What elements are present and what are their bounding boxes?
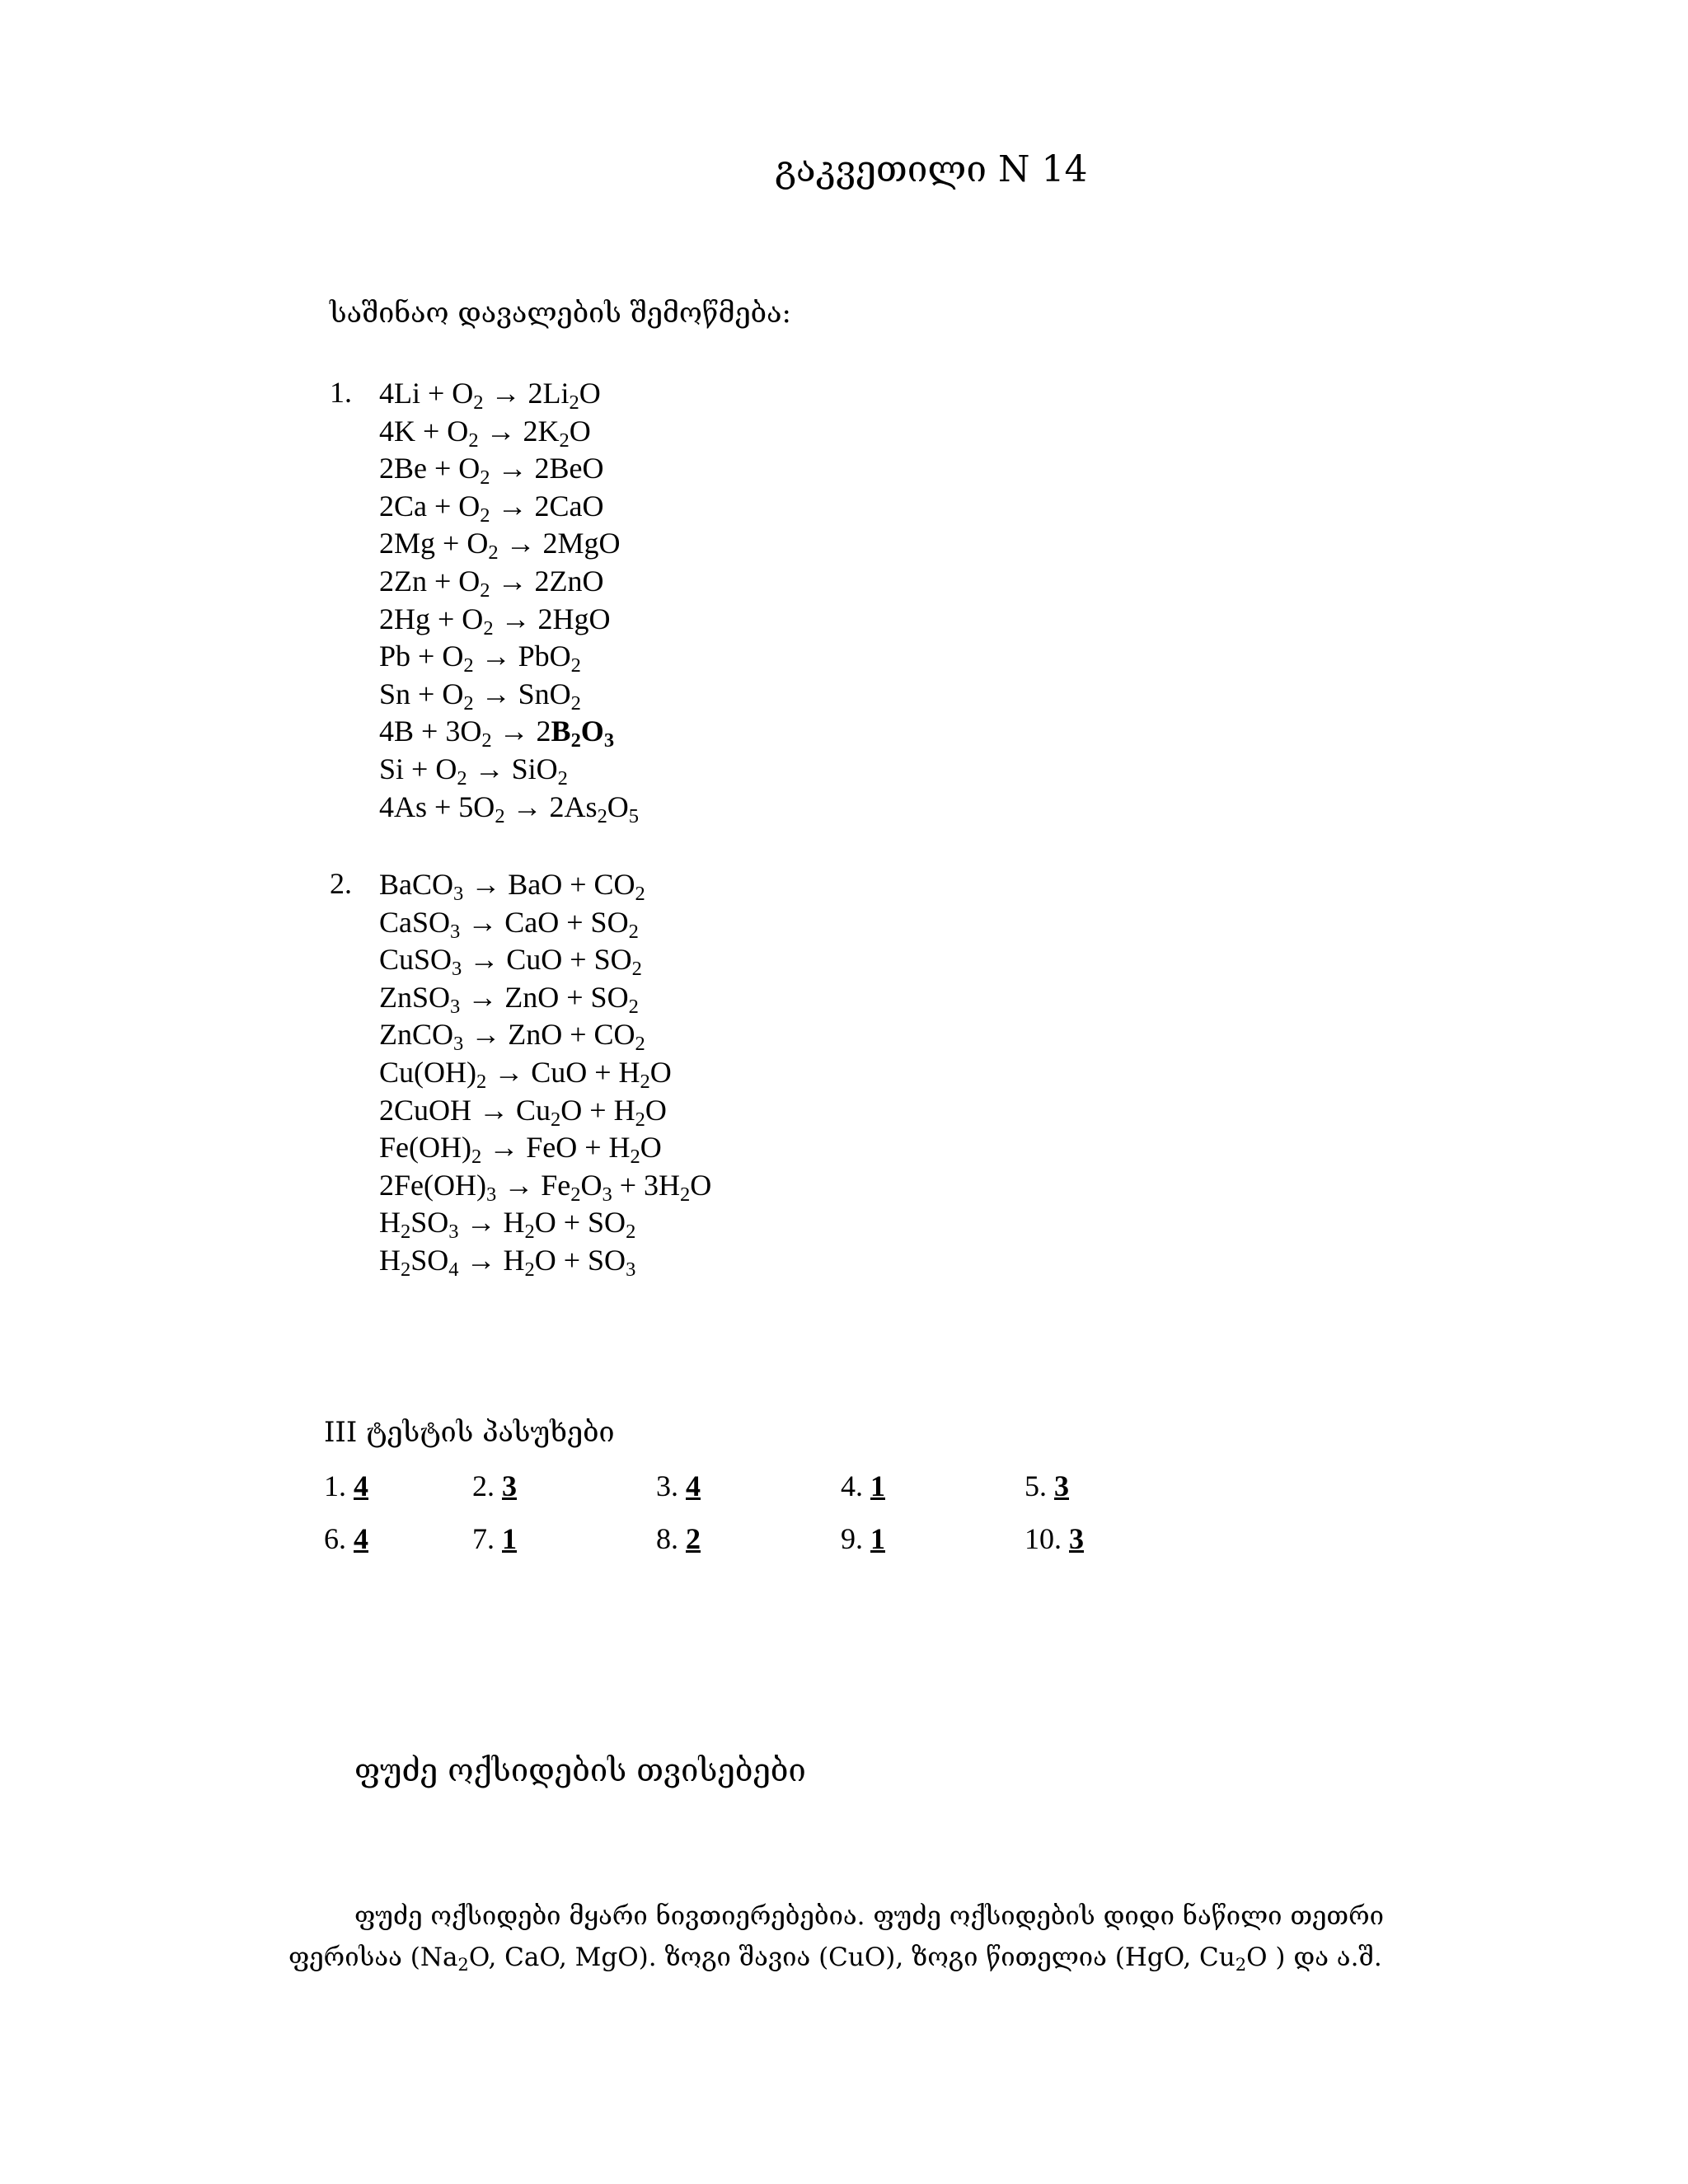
list-number: 2. <box>330 867 352 900</box>
answer-item <box>1025 1469 1069 1503</box>
equation-line: CuSO$_3$ → CuO + $SO_2$ <box>379 943 642 981</box>
equation-line: $4Li + O_2 \to 2Li_2O$ <box>379 377 601 414</box>
answer-item <box>841 1521 885 1556</box>
equation-line: $Cu(OH)_2$ → CuO + $H_2O$ <box>379 1055 672 1093</box>
answer-item <box>324 1469 368 1503</box>
answer-value: 2 <box>686 1522 701 1555</box>
paragraph-text: O, CaO, MgO). ზოგი შავია (CuO), ზოგი წითელია (HgO, Cu <box>468 1943 1236 1972</box>
answer-item <box>656 1469 701 1503</box>
answer-number: 8. <box>656 1522 678 1555</box>
equation-line: $4B + 3O_2 \to 2B_2O_3$ <box>379 715 615 752</box>
answer-number: 2. <box>472 1469 495 1502</box>
equation-line: $2Be + O_2 \to 2BeO$ <box>379 452 604 490</box>
answer-value: 4 <box>354 1522 368 1555</box>
list-number: 1. <box>330 376 352 409</box>
test-answers-grid <box>324 1469 1148 1574</box>
answer-value: 1 <box>870 1522 885 1555</box>
answer-value: 4 <box>686 1469 701 1502</box>
equation-line: ZnSO$_3$ → ZnO + $SO_2$ <box>379 980 639 1018</box>
equation-line: $Si + O_2 \to SiO_2$ <box>379 752 568 790</box>
answer-item <box>1025 1521 1084 1556</box>
equation-line: $H_2SO_4 \to H_2O + SO_3$ <box>379 1243 636 1281</box>
answer-number: 10. <box>1025 1522 1062 1555</box>
equation-line: $2Hg + O_2 \to 2HgO$ <box>379 602 611 640</box>
subscript: 2 <box>457 1953 469 1975</box>
answers-row <box>324 1469 1148 1521</box>
paragraph-text: ფუძე ოქსიდები მყარი ნივთიერებებია. ფუძე ოქსიდების დიდი ნაწილი თეთრი ფერისაა (Na <box>288 1901 1384 1972</box>
equation-line: $2Mg + O_2 \to 2MgO$ <box>379 527 621 565</box>
answer-number: 3. <box>656 1469 678 1502</box>
answer-value: 3 <box>1069 1522 1084 1555</box>
equation-list-2 <box>330 866 711 1280</box>
equation-line: ZnCO$_3$ → ZnO + $CO_2$ <box>379 1018 645 1056</box>
answer-value: 3 <box>1054 1469 1069 1502</box>
equation-line: $Pb + O_2 \to PbO_2$ <box>379 640 581 677</box>
equation-line: CaSO$_3$ → CaO + $SO_2$ <box>379 905 639 943</box>
equation-line: $2Zn + O_2 \to 2ZnO$ <box>379 564 604 602</box>
answer-number: 4. <box>841 1469 863 1502</box>
equation-line: $4As + 5O_2 \to 2As_2O_5$ <box>379 790 640 827</box>
answer-item <box>656 1521 701 1556</box>
answer-item <box>472 1521 517 1556</box>
answer-value: 3 <box>502 1469 517 1502</box>
equation-list-1 <box>330 375 639 826</box>
answer-item <box>324 1521 368 1556</box>
answer-number: 1. <box>324 1469 346 1502</box>
test-answers-heading: III ტესტის პასუხები <box>324 1416 615 1449</box>
equation-line: $H_2SO_3 \to H_2O + SO_2$ <box>379 1206 636 1244</box>
homework-heading: საშინაო დავალების შემოწმება: <box>330 297 791 330</box>
body-paragraph <box>288 1896 1500 1978</box>
equation-line: $Fe(OH)_2$ → FeO + $H_2O$ <box>379 1131 662 1168</box>
answer-value: 4 <box>354 1469 368 1502</box>
equation-line: $2Fe(OH)_3 \to Fe_2O_3 + 3H_2O$ <box>379 1168 712 1206</box>
answer-number: 7. <box>472 1522 495 1555</box>
answer-number: 9. <box>841 1522 863 1555</box>
equation-line: $Sn + O_2 \to SnO_2$ <box>379 677 581 715</box>
page-title: გაკვეთილი N 14 <box>775 148 1088 190</box>
equation-line: 2CuOH → $Cu_2O + H_2O$ <box>379 1093 667 1131</box>
answer-item <box>841 1469 885 1503</box>
equation-line: $2Ca + O_2 \to 2CaO$ <box>379 489 604 527</box>
answer-number: 5. <box>1025 1469 1047 1502</box>
equation-line: BaCO$_3$ → BaO + $CO_2$ <box>379 868 645 905</box>
paragraph-text: O ) და ა.შ. <box>1246 1943 1382 1972</box>
answer-item <box>472 1469 517 1503</box>
section-subtitle: ფუძე ოქსიდების თვისებები <box>354 1752 806 1788</box>
answers-row <box>324 1521 1148 1574</box>
answer-number: 6. <box>324 1522 346 1555</box>
equation-line: $4K + O_2 \to 2K_2O$ <box>379 414 591 452</box>
answer-value: 1 <box>870 1469 885 1502</box>
subscript: 2 <box>1235 1953 1247 1975</box>
answer-value: 1 <box>502 1522 517 1555</box>
